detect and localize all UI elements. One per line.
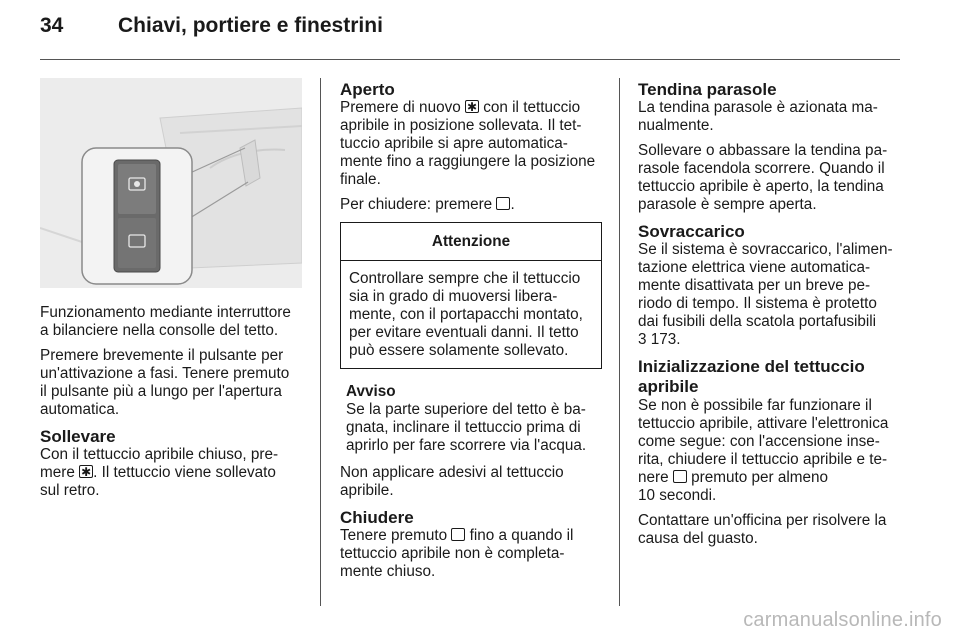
rocker-switch-text: Funzionamento mediante interruttore a bilanciere nella consolle del tetto. [40,304,291,339]
heading-sollevare: Sollevare [40,427,116,446]
sunroof-raise-icon [465,100,479,113]
chiudere-text: Tenere premuto fino a quando il tettuccio apribile non è completa- mente chiuso. [340,527,574,580]
page-reference-link[interactable]: 3 173. [638,331,681,348]
heading-inizializzazione: Inizializzazione del tettuccio apribile [638,357,865,396]
heading-aperto: Aperto [340,80,395,99]
column-2 [340,78,602,588]
sunroof-close-icon [451,528,465,541]
inizializzazione-text: Se non è possibile far funzionare il tettuccio apribile, attivare l'elettronica come segue: con l'accensione inse- rita, chiudere il tettuccio apribile e te- nere premuto per almeno 10 secondi. [638,397,889,504]
attention-box [340,222,602,369]
aperto-text: Premere di nuovo ✱ con il tettuccio apribile in posizione sollevata. Il tet- tuccio apribile si apre automatica- mente fino a raggiungere la posizione finale. [340,99,602,189]
sunroof-close-icon [673,470,687,483]
notice-body: Se la parte superiore del tetto è ba- gnata, inclinare il tettuccio prima di aprirlo per fare scorrere via l'acqua. [346,401,587,454]
column-divider-1 [320,78,321,606]
page-number: 34 [40,14,64,37]
header-divider [40,59,900,60]
per-chiudere-text: Per chiudere: premere . [340,196,515,213]
sunroof-raise-icon [79,465,93,478]
sollevare-text: Con il tettuccio apribile chiuso, pre- mere ✱. Il tettuccio viene sollevato sul retro. [40,446,302,500]
column-3 [638,78,900,555]
sovraccarico-text: Se il sistema è sovraccarico, l'alimen- tazione elettrica viene automatica- mente disattivata per un breve pe- riodo di tempo. Il sistema è protetto dai fusibili della scatola portafusibili 3 173. [638,241,893,348]
heading-tendina: Tendina parasole [638,80,777,99]
press-briefly-text: Premere brevemente il pulsante per un'attivazione a fasi. Tenere premuto il pulsante più a lungo per l'apertura automatica. [40,347,290,418]
notice-block [340,383,602,455]
column-divider-2 [619,78,620,606]
roof-switch-illustration [40,78,302,288]
tendina-text-2: Sollevare o abbassare la tendina pa- rasole facendola scorrere. Quando il tettuccio apribile è aperto, la tendina parasole è sempre aperta. [638,142,888,213]
attention-title: Attenzione [341,223,601,261]
page-header [40,14,383,44]
heading-sovraccarico: Sovraccarico [638,222,745,241]
notice-title: Avviso [346,383,396,400]
contattare-text: Contattare un'officina per risolvere la causa del guasto. [638,512,887,547]
page-title: Chiavi, portiere e finestrini [118,14,383,37]
heading-chiudere: Chiudere [340,508,414,527]
watermark: carmanualsonline.info [743,609,942,631]
stickers-text: Non applicare adesivi al tettuccio apribile. [340,464,564,499]
roof-console-drawing [40,78,302,288]
tendina-text-1: La tendina parasole è azionata ma- nualmente. [638,99,878,134]
sunroof-close-icon [496,197,510,210]
column-1 [40,78,302,507]
attention-body: Controllare sempre che il tettuccio sia in grado di muoversi libera- mente, con il portapacchi montato, per evitare eventuali danni. Il tetto può essere solamente sollevato. [349,270,583,359]
